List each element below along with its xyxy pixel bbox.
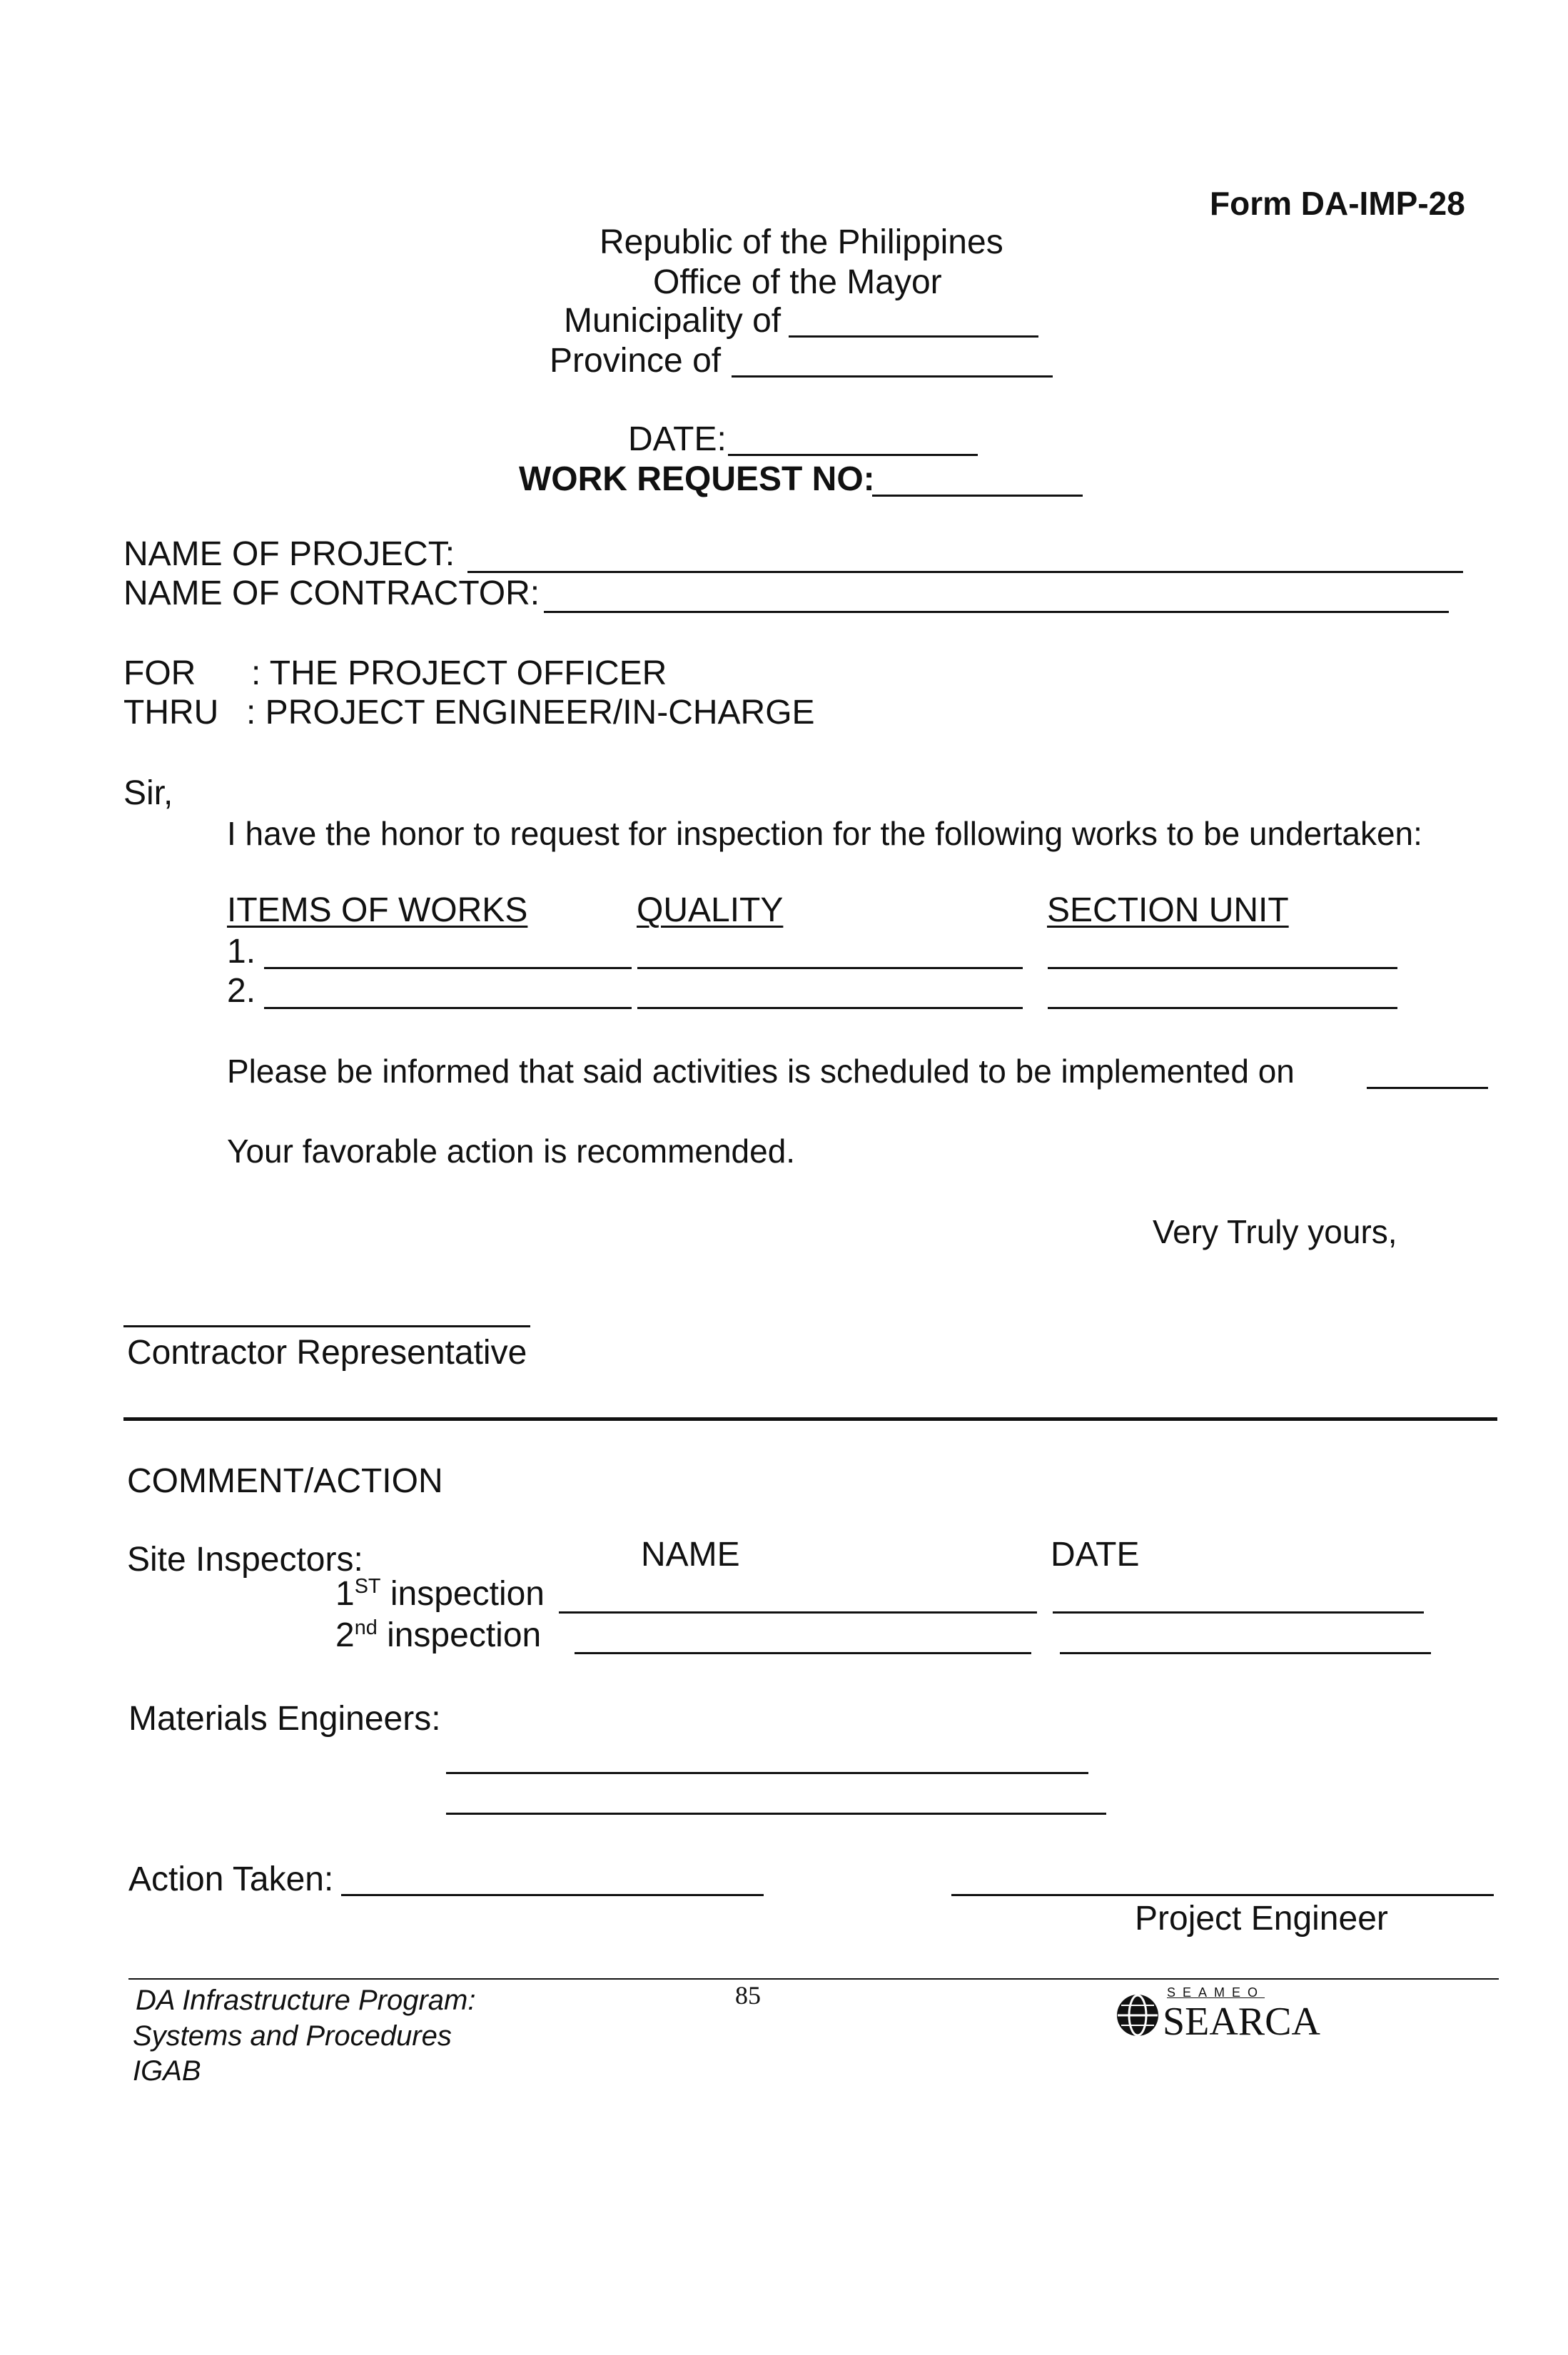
works-row-1-number: 1.	[227, 933, 256, 971]
action-taken-label: Action Taken:	[128, 1860, 334, 1898]
footer-line-3: IGAB	[133, 2055, 201, 2087]
for-value: : THE PROJECT OFFICER	[251, 654, 667, 692]
works-row-2-items-blank[interactable]	[264, 1007, 632, 1009]
works-row-1-section-blank[interactable]	[1048, 967, 1397, 969]
date-header: DATE	[1051, 1536, 1140, 1574]
closing: Very Truly yours,	[1153, 1213, 1397, 1250]
schedule-date-blank[interactable]	[1367, 1087, 1488, 1089]
contractor-name-blank[interactable]	[544, 611, 1449, 613]
contractor-rep-label: Contractor Representative	[127, 1334, 527, 1372]
footer-line-1: DA Infrastructure Program:	[136, 1985, 476, 2016]
schedule-text: Please be informed that said activities is scheduled to be implemented on	[227, 1053, 1295, 1090]
works-header-quality: QUALITY	[637, 891, 784, 929]
works-header-section-unit: SECTION UNIT	[1047, 891, 1289, 929]
logo-small-text: SEAMEO	[1167, 1985, 1265, 2000]
materials-engineer-blank-2[interactable]	[446, 1813, 1106, 1815]
header-line-1: Republic of the Philippines	[600, 223, 1003, 261]
province-label: Province of	[550, 342, 722, 380]
searca-logo	[1116, 1986, 1322, 2043]
logo-text: SEARCA	[1163, 2000, 1320, 2044]
salutation: Sir,	[123, 774, 173, 812]
contractor-name-label: NAME OF CONTRACTOR:	[123, 574, 540, 612]
date-label: DATE:	[628, 420, 727, 458]
page-number: 85	[735, 1981, 761, 2010]
project-engineer-label: Project Engineer	[1135, 1900, 1388, 1938]
municipality-blank[interactable]	[789, 335, 1038, 338]
materials-engineer-blank-1[interactable]	[446, 1772, 1088, 1774]
header-line-2: Office of the Mayor	[653, 263, 942, 301]
section-divider	[123, 1417, 1497, 1421]
thru-value: : PROJECT ENGINEER/IN-CHARGE	[246, 694, 815, 731]
for-label: FOR	[123, 654, 196, 692]
works-row-1-quality-blank[interactable]	[637, 967, 1023, 969]
footer-line-2: Systems and Procedures	[133, 2020, 452, 2052]
inspection-1-name-blank[interactable]	[559, 1611, 1037, 1614]
inspection-2-label: 2nd inspection	[335, 1616, 542, 1654]
thru-label: THRU	[123, 694, 219, 731]
inspection-2-name-blank[interactable]	[575, 1652, 1031, 1654]
works-row-1-items-blank[interactable]	[264, 967, 632, 969]
date-blank[interactable]	[728, 454, 978, 456]
contractor-signature-line[interactable]	[123, 1325, 530, 1327]
recommend-text: Your favorable action is recommended.	[227, 1133, 796, 1170]
name-header: NAME	[641, 1536, 740, 1574]
inspection-2-date-blank[interactable]	[1060, 1652, 1431, 1654]
works-row-2-quality-blank[interactable]	[637, 1007, 1023, 1009]
works-header-items: ITEMS OF WORKS	[227, 891, 528, 929]
work-request-blank[interactable]	[872, 495, 1083, 497]
inspection-1-date-blank[interactable]	[1053, 1611, 1424, 1614]
site-inspectors-label: Site Inspectors:	[127, 1541, 363, 1579]
globe-icon	[1116, 1993, 1160, 2037]
materials-label: Materials Engineers:	[128, 1700, 441, 1738]
comment-heading: COMMENT/ACTION	[127, 1462, 443, 1500]
works-row-2-number: 2.	[227, 972, 256, 1010]
project-name-label: NAME OF PROJECT:	[123, 535, 455, 573]
action-taken-blank[interactable]	[341, 1894, 764, 1896]
municipality-label: Municipality of	[564, 302, 782, 340]
project-engineer-signature-line[interactable]	[951, 1894, 1494, 1896]
project-name-blank[interactable]	[467, 571, 1463, 573]
inspection-1-label: 1ST inspection	[335, 1575, 545, 1613]
works-row-2-section-blank[interactable]	[1048, 1007, 1397, 1009]
footer-rule	[128, 1978, 1499, 1980]
request-text: I have the honor to request for inspection for the following works to be undertaken:	[227, 815, 1422, 852]
work-request-label: WORK REQUEST NO:	[519, 460, 875, 498]
form-code: Form DA-IMP-28	[1210, 185, 1465, 222]
province-blank[interactable]	[732, 375, 1053, 378]
